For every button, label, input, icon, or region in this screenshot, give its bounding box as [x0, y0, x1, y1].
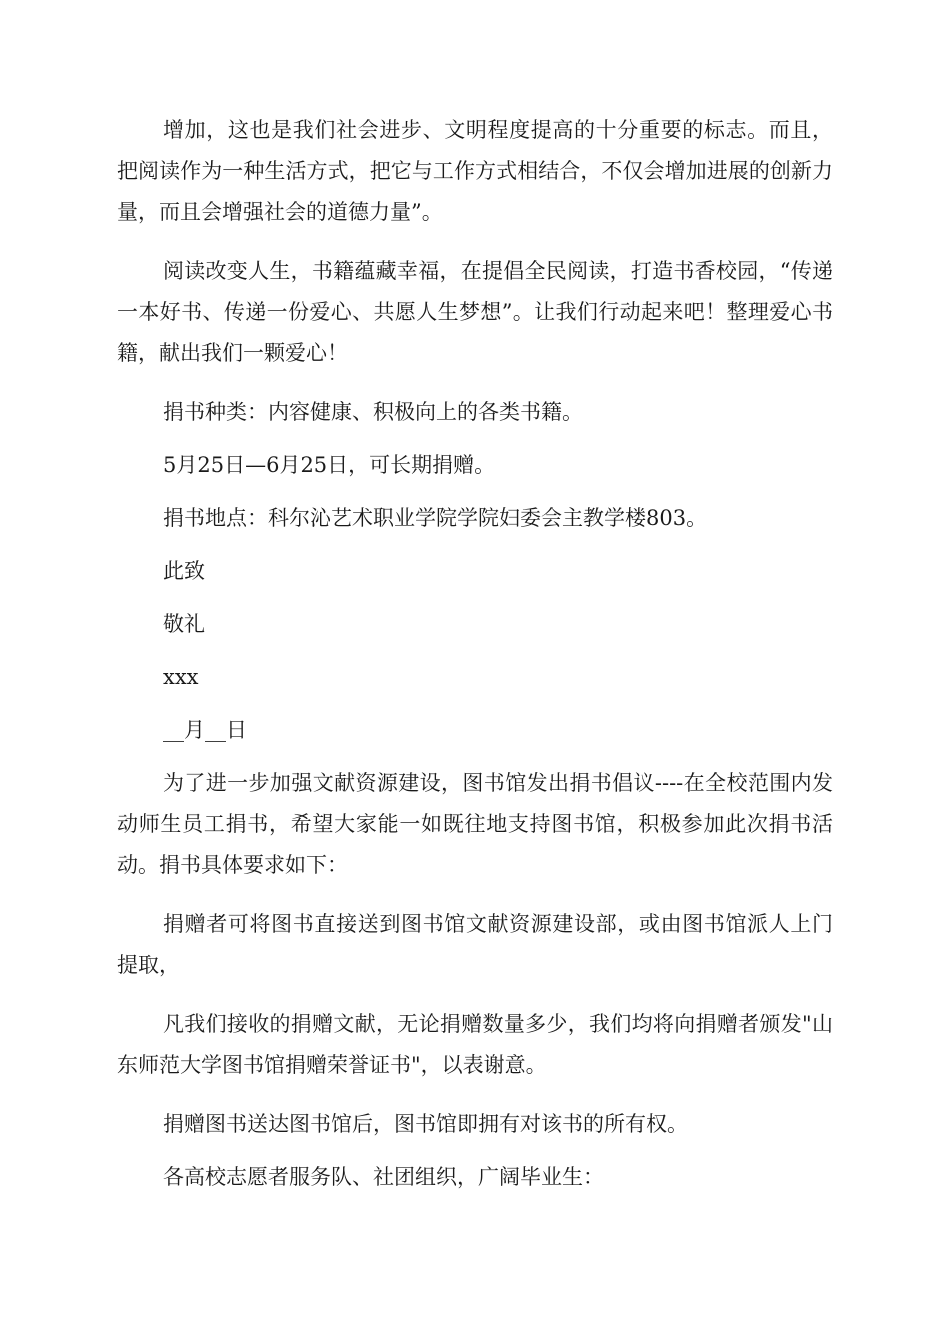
paragraph-call-to-action: 阅读改变人生，书籍蕴藏幸福，在提倡全民阅读，打造书香校园，“传递一本好书、传递一份爱心、共愿人生梦想”。让我们行动起来吧！整理爱心书籍，献出我们一颗爱心！ [117, 259, 833, 365]
paragraph-honor-certificate: 凡我们接收的捐赠文献，无论捐赠数量多少，我们均将向捐赠者颁发"山东师范大学图书馆捐赠荣誉证书"，以表谢意。 [117, 1012, 833, 1077]
paragraph-greeting-volunteers: 各高校志愿者服务队、社团组织，广阔毕业生： [163, 1165, 604, 1189]
paragraph-donation-period: 5月25日—6月25日，可长期捐赠。 [163, 453, 496, 477]
closing-regards: 敬礼 [163, 612, 205, 636]
paragraph-reading-significance: 增加，这也是我们社会进步、文明程度提高的十分重要的标志。而且，把阅读作为一种生活方式，把它与工作方式相结合，不仅会增加进展的创新力量，而且会增强社会的道德力量”。 [117, 118, 833, 224]
paragraph-library-initiative: 为了进一步加强文献资源建设，图书馆发出捐书倡议----在全校范围内发动师生员工捐书，希望大家能一如既往地支持图书馆，积极参加此次捐书活动。捐书具体要求如下： [117, 771, 833, 877]
paragraph-book-types: 捐书种类：内容健康、积极向上的各类书籍。 [163, 400, 583, 424]
signature-name: xxx [163, 665, 199, 689]
paragraph-delivery-method: 捐赠者可将图书直接送到图书馆文献资源建设部，或由图书馆派人上门提取， [117, 912, 833, 977]
signature-date: __月__日 [163, 718, 247, 742]
closing-salutation: 此致 [163, 559, 205, 583]
document-page [117, 110, 833, 1210]
paragraph-ownership: 捐赠图书送达图书馆后，图书馆即拥有对该书的所有权。 [163, 1112, 688, 1136]
paragraph-donation-location: 捐书地点：科尔沁艺术职业学院学院妇委会主教学楼803。 [163, 506, 708, 530]
